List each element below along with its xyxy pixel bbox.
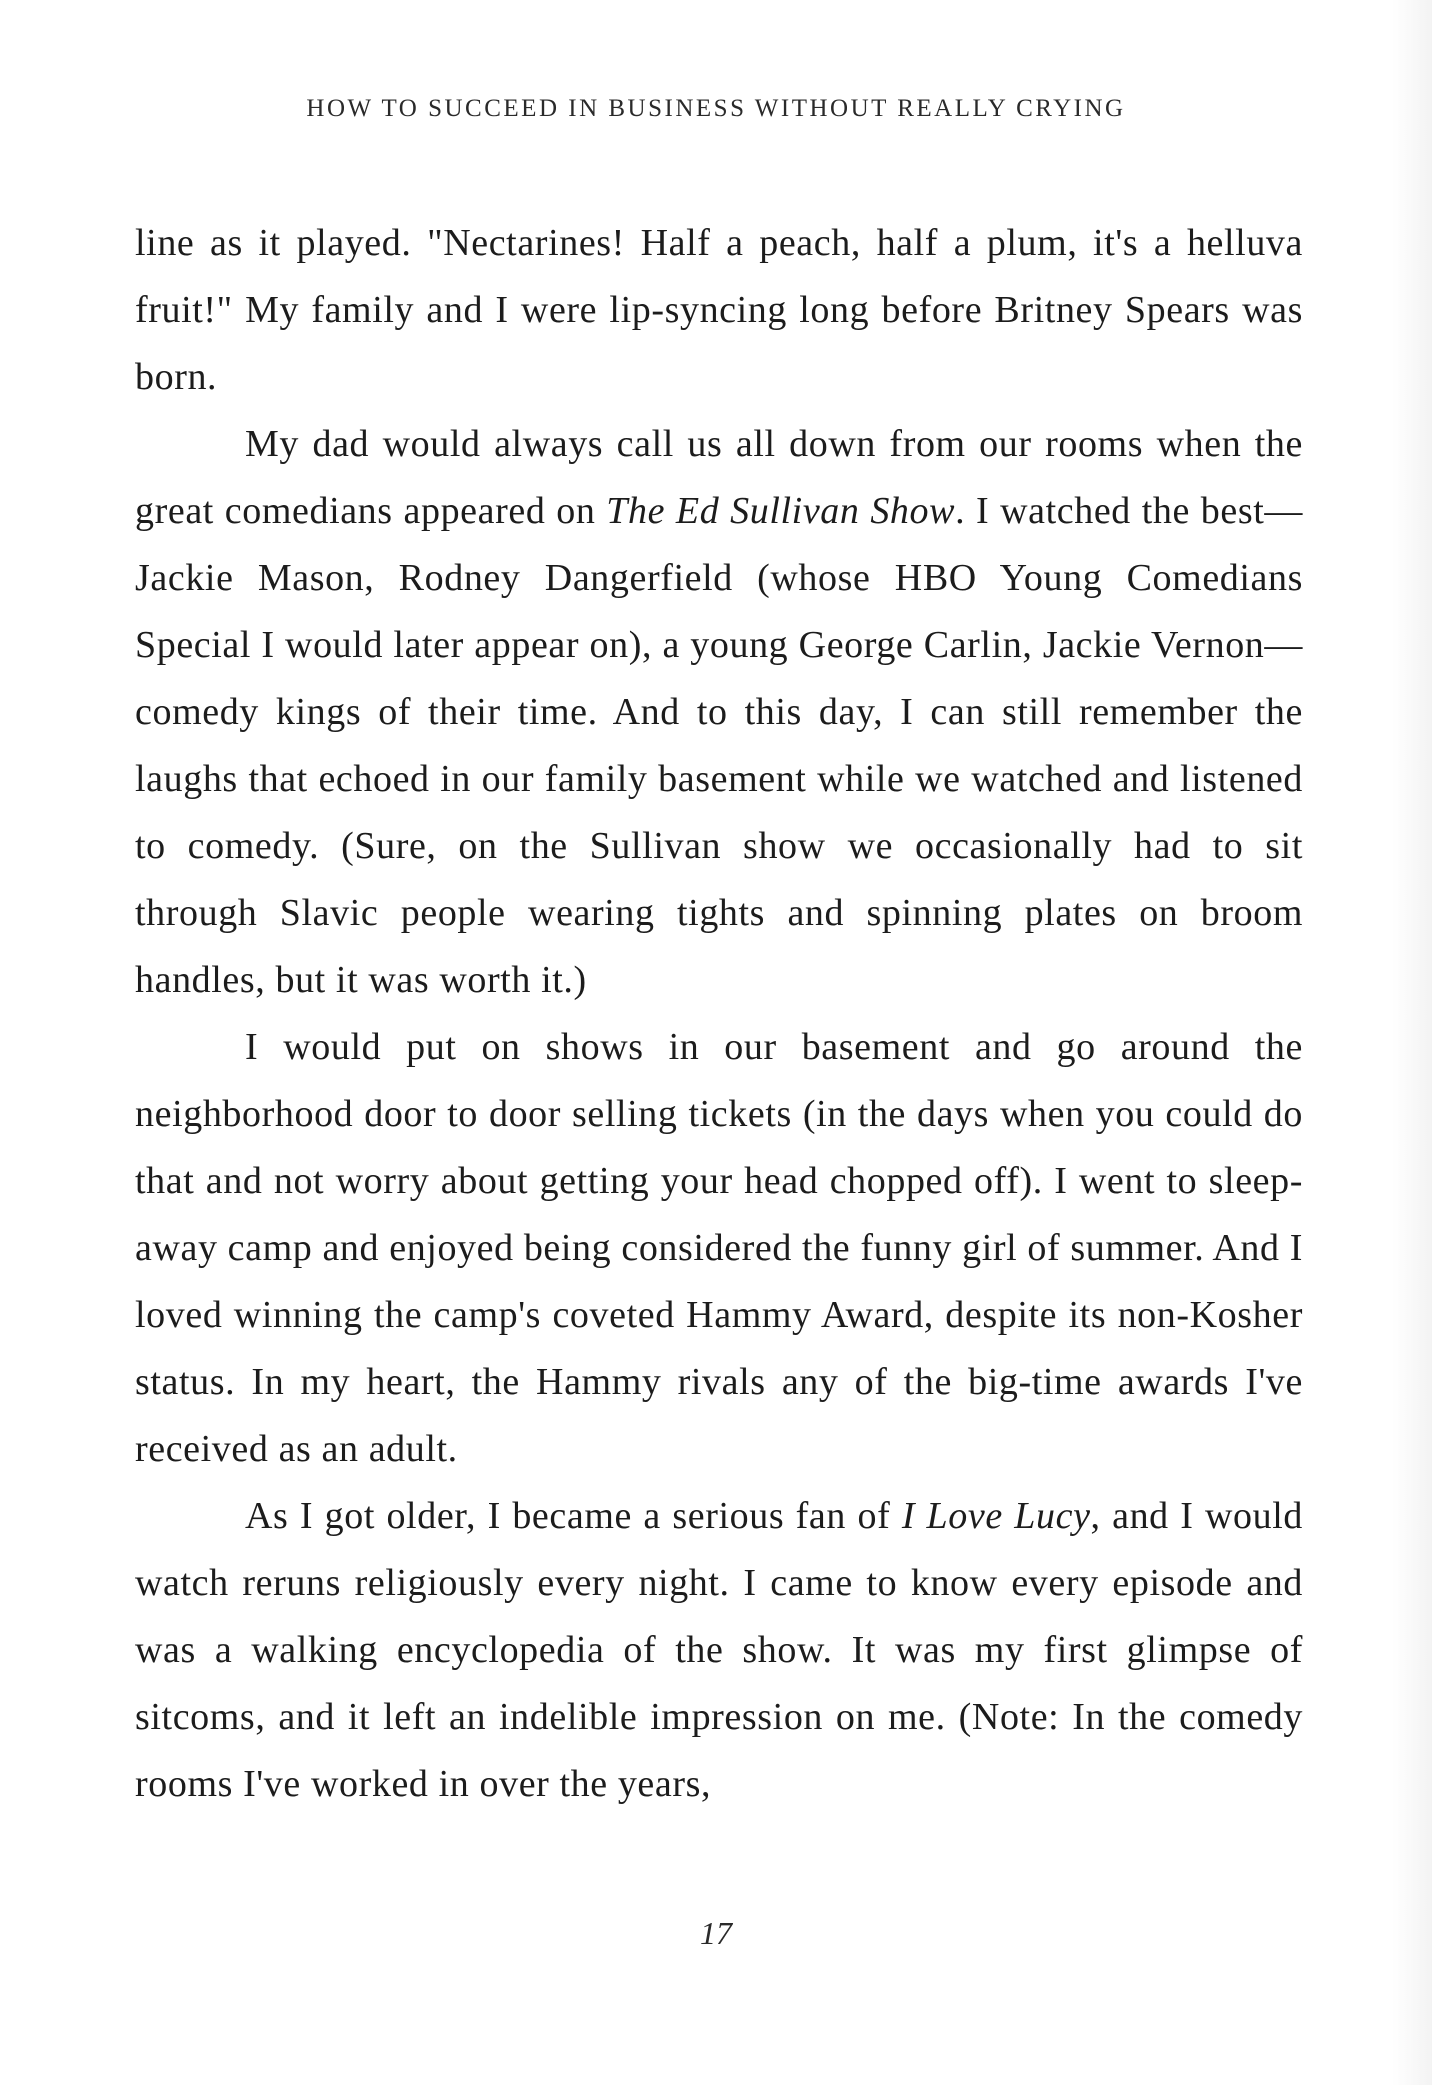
running-head: HOW TO SUCCEED IN BUSINESS WITHOUT REALLY CRYING	[306, 95, 1126, 122]
paragraph-2	[135, 411, 1303, 1014]
show-title-i-love-lucy: I Love Lucy	[901, 1495, 1091, 1537]
paragraph-1	[135, 210, 1303, 411]
paragraph-2-text-before: My dad would always call us all down from our rooms when the great comedians appeared on	[135, 423, 1303, 532]
paragraph-4-text-after: , and I would watch reruns religiously every night. I came to know every episode and was a walking encyclopedia of the show. It was my first glimpse of sitcoms, and it left an indelible impression on me. (Note: In the comedy rooms I've worked in over the years,	[135, 1495, 1303, 1805]
paragraph-1-text: line as it played. "Nectarines! Half a peach, half a plum, it's a helluva fruit!" My family and I were lip-syncing long before Britney Spears was born.	[135, 222, 1303, 398]
paragraph-3	[135, 1014, 1303, 1483]
page-number: 17	[700, 1915, 732, 1951]
paragraph-3-text: I would put on shows in our basement and go around the neighborhood door to door selling tickets (in the days when you could do that and not worry about getting your head chopped off). I went to sleep-away camp and enjoyed being considered the funny girl of summer. And I loved winning the camp's coveted Hammy Award, despite its non-Kosher status. In my heart, the Hammy rivals any of the big-time awards I've received as an adult.	[135, 1026, 1303, 1470]
paragraph-4	[135, 1483, 1303, 1818]
body-text	[135, 210, 1303, 1818]
paragraph-2-text-after: . I watched the best—Jackie Mason, Rodney Dangerfield (whose HBO Young Comedians Special I would later appear on), a young George Carlin, Jackie Vernon—comedy kings of their time. And to this day, I can still remember the laughs that echoed in our family basement while we watched and listened to comedy. (Sure, on the Sullivan show we occasionally had to sit through Slavic people wearing tights and spinning plates on broom handles, but it was worth it.)	[135, 490, 1303, 1001]
page-edge-shadow	[1392, 0, 1432, 2085]
paragraph-4-text-before: As I got older, I became a serious fan of	[245, 1495, 902, 1537]
show-title-ed-sullivan: The Ed Sullivan Show	[606, 490, 956, 532]
